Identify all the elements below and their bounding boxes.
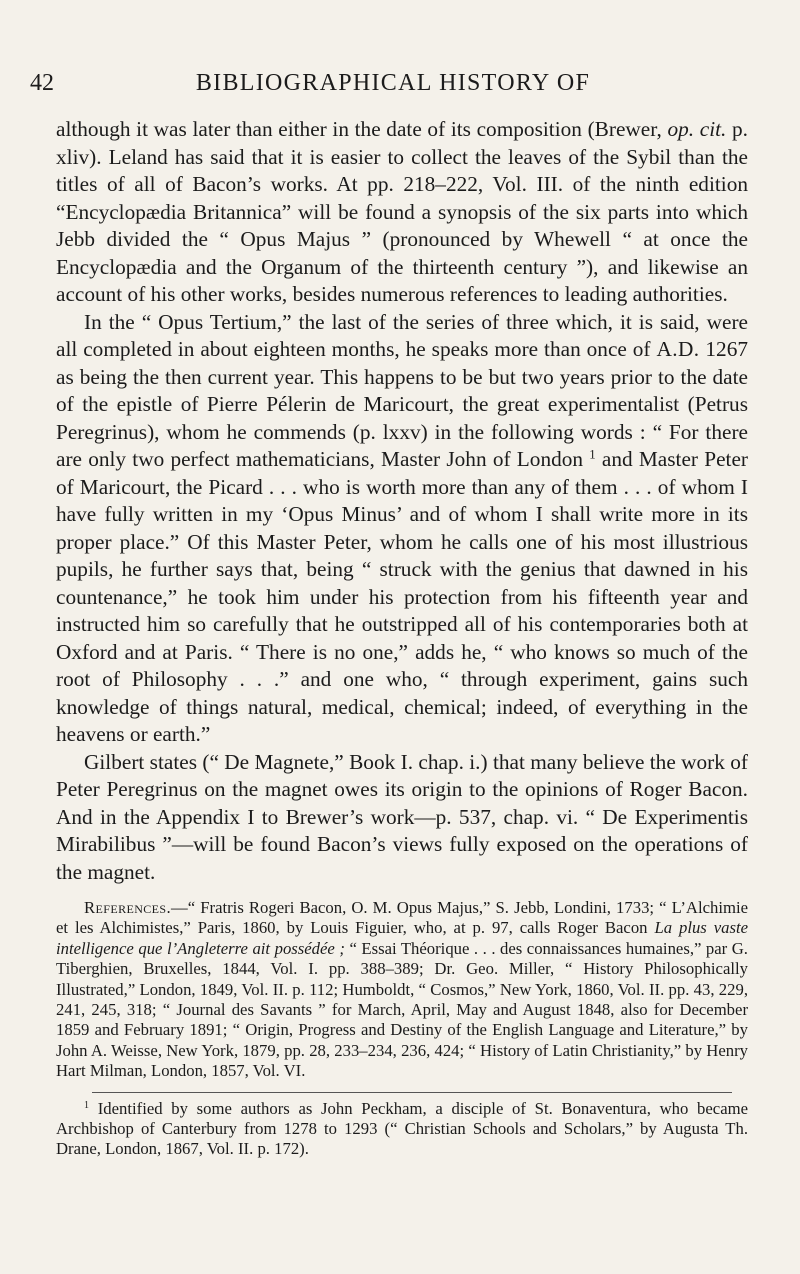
body-text (56, 116, 748, 1160)
footnote-text: Identified by some authors as John Peckham, a disciple of St. Bonaventura, who became Archbishop of Canterbury from 1278 to 1293 (“ Christian Schools and Scholars,” by Augusta Th. Drane, London, 1867, Vol. II. p. 172). (56, 1098, 748, 1159)
paragraph-1-text-c: p. xliv). Leland has said that it is easier to collect the leaves of the Sybil than the titles of all of Bacon’s works. At pp. 218–222, Vol. III. of the ninth edition “Encyclopædia Britannica” will be found a synopsis of the six parts into which Jebb divided the “ Opus Majus ” (pronounced by Whewell “ at once the Encyclopædia and the Organum of the thirteenth century ”), and likewise an account of his other works, besides numerous references to leading authorities. (56, 117, 748, 306)
op-cit-italic: op. cit. (667, 117, 727, 141)
references-text-a: —“ Fratris Rogeri Bacon, O. M. Opus Majus,” S. Jebb, Londini, 1733; “ L’Alchimie et les Alchimistes,” Paris, 1860, by Louis Figuier, who, at p. 97, calls Roger Bacon (56, 898, 748, 938)
running-title: BIBLIOGRAPHICAL HISTORY OF (195, 70, 591, 96)
paragraph-2-text-a: In the “ Opus Tertium,” the last of the series of three which, it is said, were all completed in about eighteen months, he speaks more than once of (56, 309, 748, 361)
paragraph-2-text-b: 1267 as being the then current year. This happens to be but two years prior to the date of the epistle of Pierre Pélerin de Maricourt, the great experimentalist (Petrus Peregrinus), whom he commends (p. lxxv) in the following words : “ For there are only two perfect mathematicians, Master John of London (56, 337, 748, 471)
paragraph-1-text-a: although it was later than either in the date of its composition (Brewer, (56, 117, 668, 141)
references-italic-quote: La plus vaste intelligence que l’Angleterre ait possédée ; (56, 918, 748, 958)
footnote-divider (92, 1092, 732, 1093)
footnote (56, 1099, 748, 1160)
footnote-reference[interactable]: 1 (589, 447, 596, 462)
references-label: References. (84, 898, 172, 917)
running-head (30, 70, 756, 110)
page-number: 42 (30, 70, 54, 96)
paragraph-3: Gilbert states (“ De Magnete,” Book I. chap. i.) that many believe the work of Peter Peregrinus on the magnet owes its origin to the opinions of Roger Bacon. And in the Appendix I to Brewer’s work—p. 537, chap. vi. “ De Experimentis Mirabilibus ”—will be found Bacon’s views fully exposed on the operations of the magnet. (56, 749, 748, 884)
footnote-marker: 1 (84, 1099, 90, 1111)
paragraph-2 (56, 309, 748, 749)
paragraph-1 (56, 116, 748, 309)
anno-domini-abbrev: A.D. (656, 337, 700, 361)
references-text-b: “ Essai Théorique . . . des connaissances humaines,” par G. Tiberghien, Bruxelles, 1844, Vol. I. pp. 388–389; Dr. Geo. Miller, “ History Philosophically Illustrated,” London, 1849, Vol. II. p. 112; Humboldt, “ Cosmos,” New York, 1860, Vol. II. pp. 43, 229, 241, 245, 318; “ Journal des Savants ” for March, April, May and August 1848, also for December 1859 and February 1891; “ Origin, Progress and Destiny of the English Language and Literature,” by John A. Weisse, New York, 1879, pp. 28, 233–234, 236, 424; “ History of Latin Christianity,” by Henry Hart Milman, London, 1857, Vol. VI. (56, 938, 748, 1081)
references-block (56, 898, 748, 1082)
paragraph-2-text-c: and Master Peter of Maricourt, the Picard . . . who is worth more than any of them . . . of whom I have fully written in my ‘Opus Minus’ and of whom I shall write more in its proper place.” Of this Master Peter, whom he calls one of his most illustrious pupils, he further says that, being “ struck with the genius that dawned in his countenance,” he took him under his protection from his fifteenth year and instructed him so carefully that he outstripped all of his contemporaries both at Oxford and at Paris. “ There is no one,” adds he, “ who knows so much of the root of Philosophy . . .” and one who, “ through experiment, gains such knowledge of things natural, medical, chemical; indeed, of everything in the heavens or earth.” (56, 447, 748, 746)
